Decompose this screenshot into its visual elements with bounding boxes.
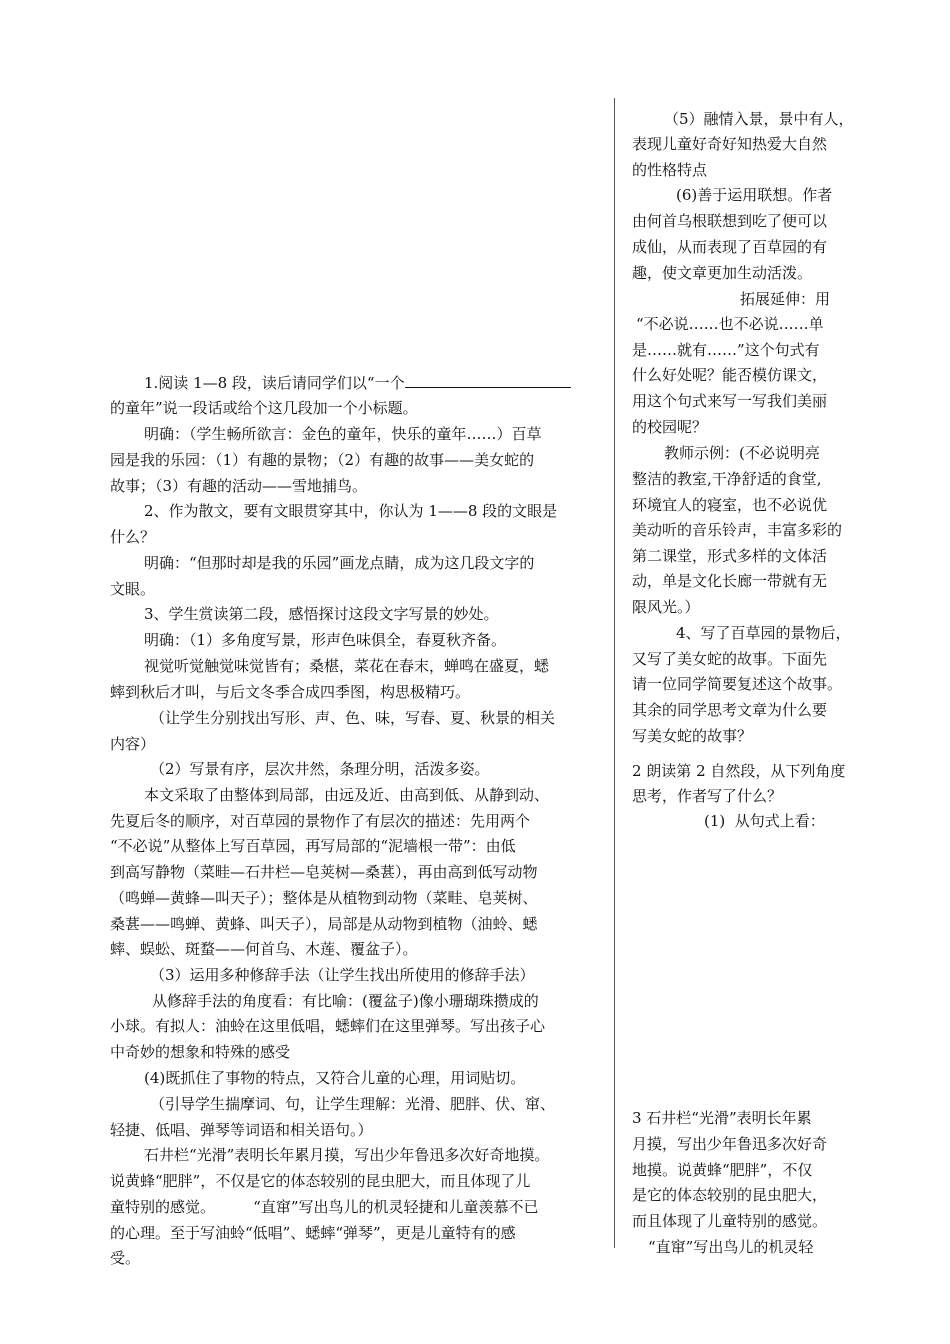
text-span: 的童年”说一段话或给个这几段加一个小标题。 bbox=[110, 399, 418, 417]
right-column-line bbox=[632, 1107, 812, 1129]
right-column-line bbox=[632, 699, 827, 721]
text-span: 是它的体态较别的昆虫肥大， bbox=[632, 1186, 828, 1204]
right-column-line bbox=[664, 442, 820, 464]
text-span: 是……就有……”这个句式有 bbox=[632, 341, 820, 359]
left-column-line bbox=[144, 1067, 525, 1089]
right-column-line bbox=[676, 622, 851, 644]
left-column-line bbox=[110, 861, 538, 883]
left-column-line bbox=[110, 1247, 140, 1269]
text-span: （鸣蝉—黄蜂—叫天子）；整体是从植物到动物（菜畦、皂荚树、 bbox=[110, 889, 538, 907]
text-span: 又写了美女蛇的故事。下面先 bbox=[632, 650, 828, 668]
left-column-line bbox=[144, 1144, 549, 1166]
left-column-line bbox=[110, 835, 516, 857]
left-column-line bbox=[144, 423, 542, 445]
left-column-line bbox=[110, 733, 155, 755]
fill-in-blank bbox=[405, 373, 571, 388]
left-column-line bbox=[150, 707, 555, 729]
right-column-line bbox=[632, 545, 827, 567]
text-span: 月摸，写出少年鲁迅多次好奇 bbox=[632, 1135, 828, 1153]
left-column-line bbox=[150, 1093, 555, 1115]
right-column-line bbox=[648, 1236, 813, 1258]
text-span: 而且体现了儿童特别的感觉。 bbox=[632, 1212, 828, 1230]
left-column-line bbox=[144, 655, 549, 677]
text-span: 石井栏“光滑”表明长年累月摸，写出少年鲁迅多次好奇地摸。 bbox=[144, 1146, 550, 1164]
left-column-line bbox=[110, 810, 530, 832]
text-span: (6)善于运用联想。作者 bbox=[676, 186, 833, 204]
text-span: 受。 bbox=[110, 1249, 141, 1267]
right-column-line bbox=[704, 810, 825, 832]
text-span: 2 朗读第 2 自然段，从下列角度 bbox=[632, 762, 846, 780]
right-column-line bbox=[632, 262, 812, 284]
text-span: 故事；（3）有趣的活动——雪地捕鸟。 bbox=[110, 477, 368, 495]
left-column-line bbox=[144, 552, 534, 574]
text-span: (4)既抓住了事物的特点，又符合儿童的心理，用词贴切。 bbox=[144, 1069, 526, 1087]
right-column-line bbox=[632, 236, 827, 258]
text-span: “直窜”写出鸟儿的机灵轻 bbox=[648, 1238, 814, 1256]
left-column-line bbox=[144, 603, 499, 625]
right-column-line bbox=[632, 725, 752, 747]
text-span: 地摸。说黄蜂“肥胖”，不仅 bbox=[632, 1161, 813, 1179]
right-column-line bbox=[636, 313, 824, 335]
left-column-line bbox=[110, 1170, 530, 1192]
text-span: （3）运用多种修辞手法（让学生找出所使用的修辞手法） bbox=[150, 966, 535, 984]
right-column-line bbox=[632, 760, 845, 782]
text-span: 内容） bbox=[110, 735, 156, 753]
text-span: 教师示例：(不必说明亮 bbox=[664, 444, 820, 462]
text-span: 到高写静物（菜畦—石井栏—皂荚树—桑葚），再由高到低写动物 bbox=[110, 863, 538, 881]
text-span: 本文采取了由整体到局部，由远及近、由高到低、从静到动、 bbox=[144, 786, 550, 804]
text-span: 3 石井栏“光滑”表明长年累 bbox=[632, 1109, 812, 1127]
text-span: 童特别的感觉。 “直窜”写出鸟儿的机灵轻捷和儿童羡慕不已 bbox=[110, 1198, 539, 1216]
text-span: 第二课堂，形式多样的文体活 bbox=[632, 547, 828, 565]
text-span: 动，单是文化长廊一带就有无 bbox=[632, 572, 828, 590]
right-column-line bbox=[632, 390, 827, 412]
left-column-line bbox=[110, 397, 418, 419]
text-span: 1.阅读 1—8 段，读后请同学们以“一个 bbox=[144, 374, 405, 392]
right-column-line bbox=[632, 648, 827, 670]
right-column-line bbox=[632, 210, 827, 232]
left-column-line bbox=[110, 1041, 290, 1063]
text-span: 趣，使文章更加生动活泼。 bbox=[632, 264, 813, 282]
text-span: 什么好处呢？能否模仿课文， bbox=[632, 366, 828, 384]
right-column-line bbox=[632, 596, 700, 618]
left-column-line bbox=[144, 372, 571, 394]
text-span: 什么？ bbox=[110, 528, 156, 546]
left-column-line bbox=[110, 578, 155, 600]
text-span: 思考，作者写了什么？ bbox=[632, 787, 783, 805]
text-span: 园是我的乐园：（1）有趣的景物；（2）有趣的故事——美女蛇的 bbox=[110, 451, 535, 469]
text-span: 文眼。 bbox=[110, 580, 156, 598]
left-column-line bbox=[144, 629, 506, 651]
right-column-line bbox=[632, 570, 827, 592]
text-span: 整洁的教室,干净舒适的食堂, bbox=[632, 470, 822, 488]
right-column-line bbox=[632, 416, 707, 438]
text-span: （5）融情入景，景中有人， bbox=[664, 110, 854, 128]
right-column-line bbox=[632, 494, 827, 516]
left-column-line bbox=[110, 526, 155, 548]
left-column-line bbox=[110, 887, 538, 909]
text-span: 小球。有拟人：油蛉在这里低唱，蟋蟀们在这里弹琴。写出孩子心 bbox=[110, 1017, 546, 1035]
text-span: 美动听的音乐铃声，丰富多彩的 bbox=[632, 521, 843, 539]
right-column-line bbox=[632, 133, 827, 155]
text-span: （引导学生揣摩词、句，让学生理解：光滑、肥胖、伏、窜、 bbox=[150, 1095, 556, 1113]
text-span: 由何首乌根联想到吃了便可以 bbox=[632, 212, 828, 230]
left-column-line bbox=[110, 475, 367, 497]
text-span: “不必说……也不必说……单 bbox=[636, 315, 824, 333]
text-span: 成仙，从而表现了百草园的有 bbox=[632, 238, 828, 256]
text-span: 限风光。） bbox=[632, 598, 700, 616]
text-span: 从修辞手法的角度看：有比喻：(覆盆子)像小珊瑚珠攒成的 bbox=[152, 992, 539, 1010]
text-span: 表现儿童好奇好知热爱大自然 bbox=[632, 135, 828, 153]
text-span: 环境宜人的寝室，也不必说优 bbox=[632, 496, 828, 514]
left-column-line bbox=[150, 758, 490, 780]
text-span: 的心理。至于写油蛉“低唱”、蟋蟀“弹琴”，更是儿童特有的感 bbox=[110, 1224, 516, 1242]
text-span: 先夏后冬的顺序，对百草园的景物作了有层次的描述：先用两个 bbox=[110, 812, 531, 830]
text-span: 其余的同学思考文章为什么要 bbox=[632, 701, 828, 719]
right-column-line bbox=[632, 339, 820, 361]
text-span: 写美女蛇的故事？ bbox=[632, 727, 753, 745]
text-span: 3、学生赏读第二段，感悟探讨这段文字写景的妙处。 bbox=[144, 605, 499, 623]
text-span: (1) 从句式上看： bbox=[704, 812, 825, 830]
left-column-line bbox=[110, 1222, 516, 1244]
left-column-line bbox=[110, 1015, 545, 1037]
text-span: 请一位同学简要复述这个故事。 bbox=[632, 675, 843, 693]
right-column-line bbox=[632, 1184, 827, 1206]
right-column-line bbox=[632, 159, 707, 181]
left-column-line bbox=[110, 449, 534, 471]
text-span: 视觉听觉触觉味觉皆有；桑椹，菜花在春末，蝉鸣在盛夏，蟋 bbox=[144, 657, 550, 675]
left-column-line bbox=[110, 1196, 538, 1218]
column-divider bbox=[614, 98, 615, 1248]
text-span: 4、写了百草园的景物后， bbox=[676, 624, 851, 642]
text-span: 用这个句式来写一写我们美丽 bbox=[632, 392, 828, 410]
text-span: 明确：（学生畅所欲言：金色的童年，快乐的童年……）百草 bbox=[144, 425, 542, 443]
text-span: （2）写景有序，层次井然，条理分明，活泼多姿。 bbox=[150, 760, 490, 778]
text-span: 的性格特点 bbox=[632, 161, 708, 179]
text-span: 2、作为散文，要有文眼贯穿其中，你认为 1——8 段的文眼是 bbox=[144, 502, 558, 520]
right-column-line bbox=[740, 288, 830, 310]
left-column-line bbox=[110, 913, 538, 935]
left-column-line bbox=[150, 964, 535, 986]
text-span: 的校园呢？ bbox=[632, 418, 708, 436]
text-span: （让学生分别找出写形、声、色、味，写春、夏、秋景的相关 bbox=[150, 709, 556, 727]
text-span: 轻捷、低唱、弹琴等词语和相关语句。） bbox=[110, 1121, 373, 1139]
left-column-line bbox=[152, 990, 539, 1012]
text-span: 中奇妙的想象和特殊的感受 bbox=[110, 1043, 291, 1061]
right-column-line bbox=[676, 184, 832, 206]
right-column-line bbox=[632, 519, 842, 541]
right-column-line bbox=[632, 364, 827, 386]
text-span: 拓展延伸：用 bbox=[740, 290, 831, 308]
right-column-line bbox=[664, 108, 854, 130]
right-column-line bbox=[632, 1159, 812, 1181]
text-span: 桑葚——鸣蝉、黄蜂、叫天子），局部是从动物到植物（油蛉、蟋 bbox=[110, 915, 538, 933]
left-column-line bbox=[110, 1119, 373, 1141]
left-column-line bbox=[144, 500, 557, 522]
left-column-line bbox=[144, 784, 549, 806]
right-column-line bbox=[632, 785, 782, 807]
text-span: 明确：（1）多角度写景，形声色味俱全，春夏秋齐备。 bbox=[144, 631, 507, 649]
text-span: “不必说”从整体上写百草园，再写局部的“泥墙根一带”：由低 bbox=[110, 837, 516, 855]
left-column-line bbox=[110, 938, 418, 960]
right-column-line bbox=[632, 468, 822, 490]
text-span: 说黄蜂“肥胖”，不仅是它的体态较别的昆虫肥大，而且体现了儿 bbox=[110, 1172, 531, 1190]
text-span: 明确：“但那时却是我的乐园”画龙点睛，成为这几段文字的 bbox=[144, 554, 535, 572]
right-column-line bbox=[632, 673, 842, 695]
left-column-line bbox=[110, 681, 470, 703]
text-span: 蟀到秋后才叫，与后文冬季合成四季图，构思极精巧。 bbox=[110, 683, 471, 701]
right-column-line bbox=[632, 1133, 827, 1155]
right-column-line bbox=[632, 1210, 827, 1232]
text-span: 蟀、蜈蚣、斑蝥——何首乌、木莲、覆盆子）。 bbox=[110, 940, 418, 958]
